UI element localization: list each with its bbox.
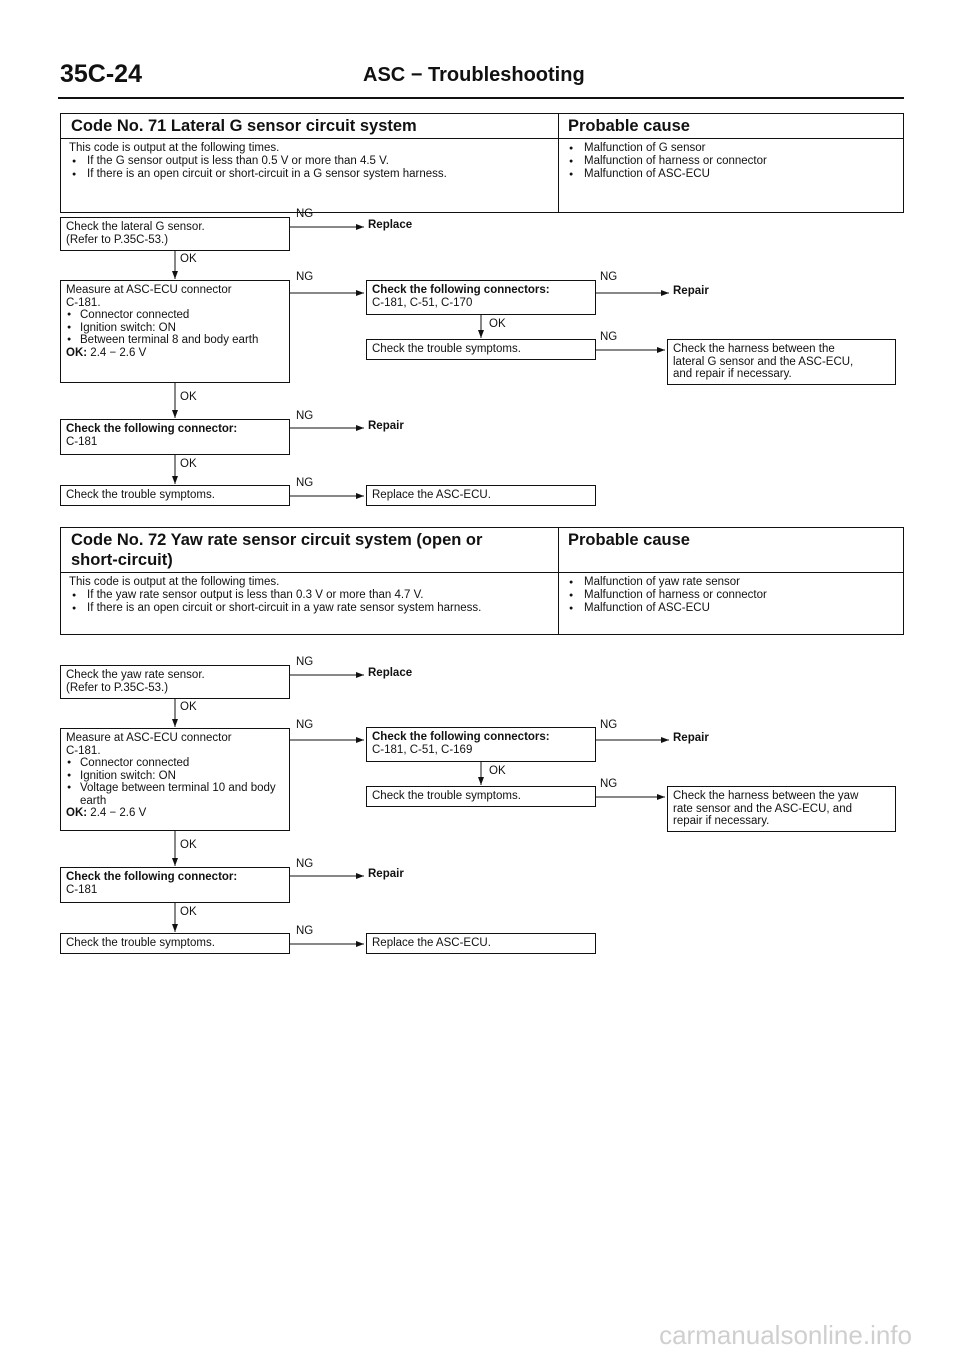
list-item: ● Malfunction of harness or connector [566,155,896,168]
ng-label: NG [296,719,314,731]
flow72-step-check-connector: Check the following connector: C-181 [60,867,290,903]
ng-label: NG [296,858,314,870]
ng-label: NG [296,477,314,489]
flow71-branch-check-harness: Check the harness between the lateral G sensor and the ASC-ECU, and repair if necessary. [667,339,896,385]
list-item: ● If there is an open circuit or short-circuit in a G sensor system harness. [69,168,549,181]
flow71-branch-replace-ecu: Replace the ASC-ECU. [366,485,596,506]
flow72-result-repair-1: Repair [673,732,709,744]
ok-label: OK [180,701,197,713]
flow71-branch-trouble-symptoms: Check the trouble symptoms. [366,339,596,360]
flow72-step-check-sensor: Check the yaw rate sensor. (Refer to P.35C-53.) [60,665,290,699]
ng-label: NG [600,331,618,343]
flow71-step-check-connector: Check the following connector: C-181 [60,419,290,455]
footer-watermark: carmanualsonline.info [659,1320,912,1350]
code72-cause-title: Probable cause [568,531,690,549]
page-title: ASC − Troubleshooting [363,64,585,86]
ng-label: NG [296,925,314,937]
flow71-step-trouble-symptoms: Check the trouble symptoms. [60,485,290,506]
ok-label: OK [180,458,197,470]
flow72-result-repair-2: Repair [368,868,404,880]
flow71-branch-check-connectors: Check the following connectors: C-181, C-51, C-170 [366,280,596,315]
ng-label: NG [296,271,314,283]
flow71-result-repair-1: Repair [673,285,709,297]
ok-label: OK [489,318,506,330]
ok-label: OK [489,765,506,777]
list-item: ● Malfunction of harness or connector [566,589,896,602]
ok-label: OK [180,253,197,265]
ng-label: NG [600,271,618,283]
ng-label: NG [600,778,618,790]
ng-label: NG [296,656,314,668]
code72-title: Code No. 72 Yaw rate sensor circuit system (open or short-circuit) [71,531,483,569]
flow71-step-measure-connector: Measure at ASC-ECU connector C-181. ● Connector connected ● Ignition switch: ON ● Between terminal 8 and body earth OK: 2.4 − 2.6 V [60,280,290,383]
ok-label: OK [180,906,197,918]
flow72-branch-replace-ecu: Replace the ASC-ECU. [366,933,596,954]
flow72-result-replace: Replace [368,667,413,679]
flow72-branch-trouble-symptoms: Check the trouble symptoms. [366,786,596,807]
list-item: ● If there is an open circuit or short-circuit in a yaw rate sensor system harness. [69,602,539,615]
list-item: ● If the yaw rate sensor output is less than 0.3 V or more than 4.7 V. [69,589,539,602]
ok-label: OK [180,839,197,851]
ng-label: NG [600,719,618,731]
list-item: ● Malfunction of ASC-ECU [566,168,896,181]
code72-conditions: This code is output at the following times. ● If the yaw rate sensor output is less than 0.3 V or more than 4.7 V. ● If there is an open circuit or short-circuit in a yaw rate sensor system harness. [69,576,539,615]
code71-title: Code No. 71 Lateral G sensor circuit system [71,117,417,135]
flow72-step-measure-connector: Measure at ASC-ECU connector C-181. ● Connector connected ● Ignition switch: ON ● Voltage between terminal 10 and body earth OK: 2.4 − 2.6 V [60,728,290,831]
flow72-step-trouble-symptoms: Check the trouble symptoms. [60,933,290,954]
code71-cause-title: Probable cause [568,117,690,135]
flow71-step-check-sensor: Check the lateral G sensor. (Refer to P.35C-53.) [60,217,290,251]
flow71-result-repair-2: Repair [368,420,404,432]
flow72-branch-check-connectors: Check the following connectors: C-181, C-51, C-169 [366,727,596,762]
list-item: ● Malfunction of yaw rate sensor [566,576,896,589]
flow71-result-replace: Replace [368,219,413,231]
flow72-branch-check-harness: Check the harness between the yaw rate sensor and the ASC-ECU, and repair if necessary. [667,786,896,832]
list-item: ● If the G sensor output is less than 0.5 V or more than 4.5 V. [69,155,549,168]
code71-conditions: This code is output at the following times. ● If the G sensor output is less than 0.5 V or more than 4.5 V. ● If there is an open circuit or short-circuit in a G sensor system harness. [69,142,549,181]
list-item: ● Malfunction of ASC-ECU [566,602,896,615]
page-number: 35C-24 [60,60,142,88]
ok-label: OK [180,391,197,403]
ng-label: NG [296,208,314,220]
list-item: ● Malfunction of G sensor [566,142,896,155]
ng-label: NG [296,410,314,422]
